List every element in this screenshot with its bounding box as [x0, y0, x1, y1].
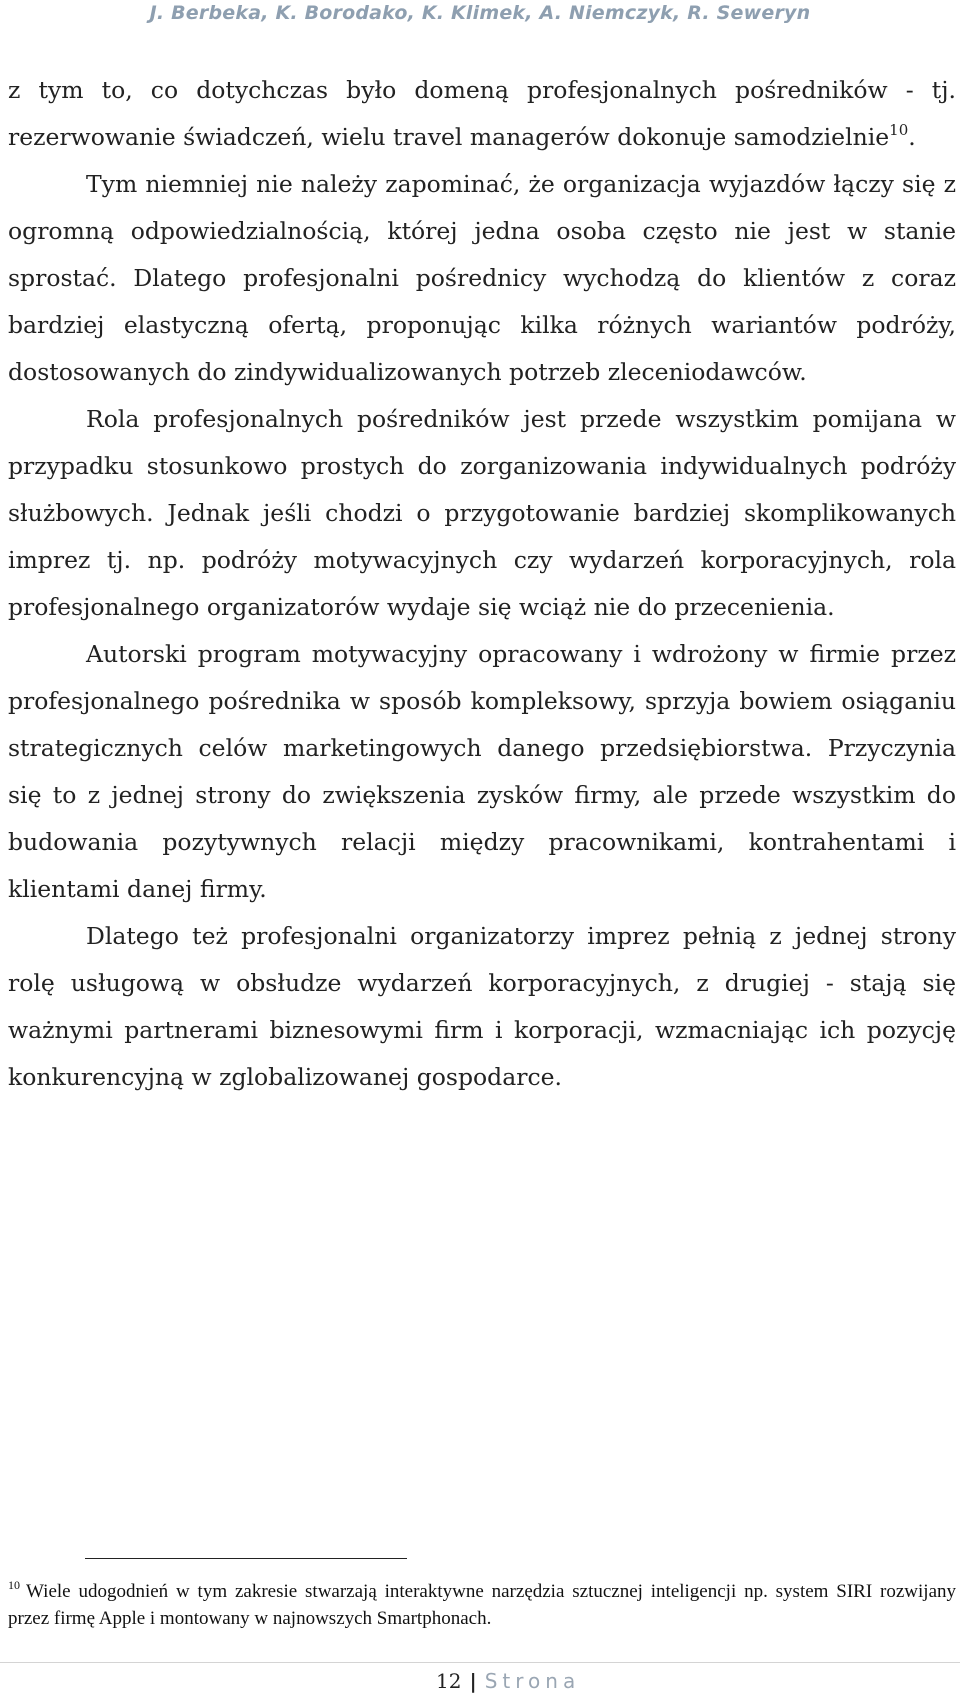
page-footer-content	[436, 1667, 580, 1695]
page-footer	[0, 1662, 960, 1699]
footer-separator: |	[469, 1669, 477, 1693]
footnote-divider	[85, 1558, 407, 1559]
running-header-authors: J. Berbeka, K. Borodako, K. Klimek, A. Niemczyk, R. Seweryn	[149, 2, 811, 24]
page-number: 12	[436, 1669, 462, 1693]
footnote-number: 10	[8, 1578, 20, 1592]
paragraph-1-end: .	[908, 123, 916, 151]
footnote	[8, 1578, 956, 1632]
footnote-text: Wiele udogodnień w tym zakresie stwarzają interaktywne narzędzia sztucznej inteligencji np. system SIRI rozwijany przez firmę Apple i montowany w najnowszych Smartphonach.	[8, 1581, 956, 1629]
footnote-reference[interactable]: 10	[889, 121, 909, 139]
paragraph-1-text: z tym to, co dotychczas było domeną profesjonalnych pośredników - tj. rezerwowanie świadczeń, wielu travel managerów dokonuje samodzielnie	[8, 76, 956, 151]
paragraph-5: Dlatego też profesjonalni organizatorzy imprez pełnią z jednej strony rolę usługową w obsłudze wydarzeń korporacyjnych, z drugiej - stają się ważnymi partnerami biznesowymi firm i korporacji, wzmacniając ich pozycję konkurencyjną w zglobalizowanej gospodarce.	[8, 922, 956, 1091]
paragraph-2: Tym niemniej nie należy zapominać, że organizacja wyjazdów łączy się z ogromną odpowiedzialnością, której jedna osoba często nie jest w stanie sprostać. Dlatego profesjonalni pośrednicy wychodzą do klientów z coraz bardziej elastyczną ofertą, proponując kilka różnych wariantów podróży, dostosowanych do zindywidualizowanych potrzeb zleceniodawców.	[8, 170, 956, 386]
paragraph-4: Autorski program motywacyjny opracowany i wdrożony w firmie przez profesjonalnego pośrednika w sposób kompleksowy, sprzyja bowiem osiąganiu strategicznych celów marketingowych danego przedsiębiorstwa. Przyczynia się to z jednej strony do zwiększenia zysków firmy, ale przede wszystkim do budowania pozytywnych relacji między pracownikami, kontrahentami i klientami danej firmy.	[8, 640, 956, 903]
paragraph-1	[8, 67, 956, 161]
paragraph-3: Rola profesjonalnych pośredników jest przede wszystkim pomijana w przypadku stosunkowo prostych do zorganizowania indywidualnych podróży służbowych. Jednak jeśli chodzi o przygotowanie bardziej skomplikowanych imprez tj. np. podróży motywacyjnych czy wydarzeń korporacyjnych, rola profesjonalnego organizatorów wydaje się wciąż nie do przecenienia.	[8, 405, 956, 621]
footer-page-label: Strona	[484, 1669, 581, 1693]
body-text	[8, 67, 956, 1101]
